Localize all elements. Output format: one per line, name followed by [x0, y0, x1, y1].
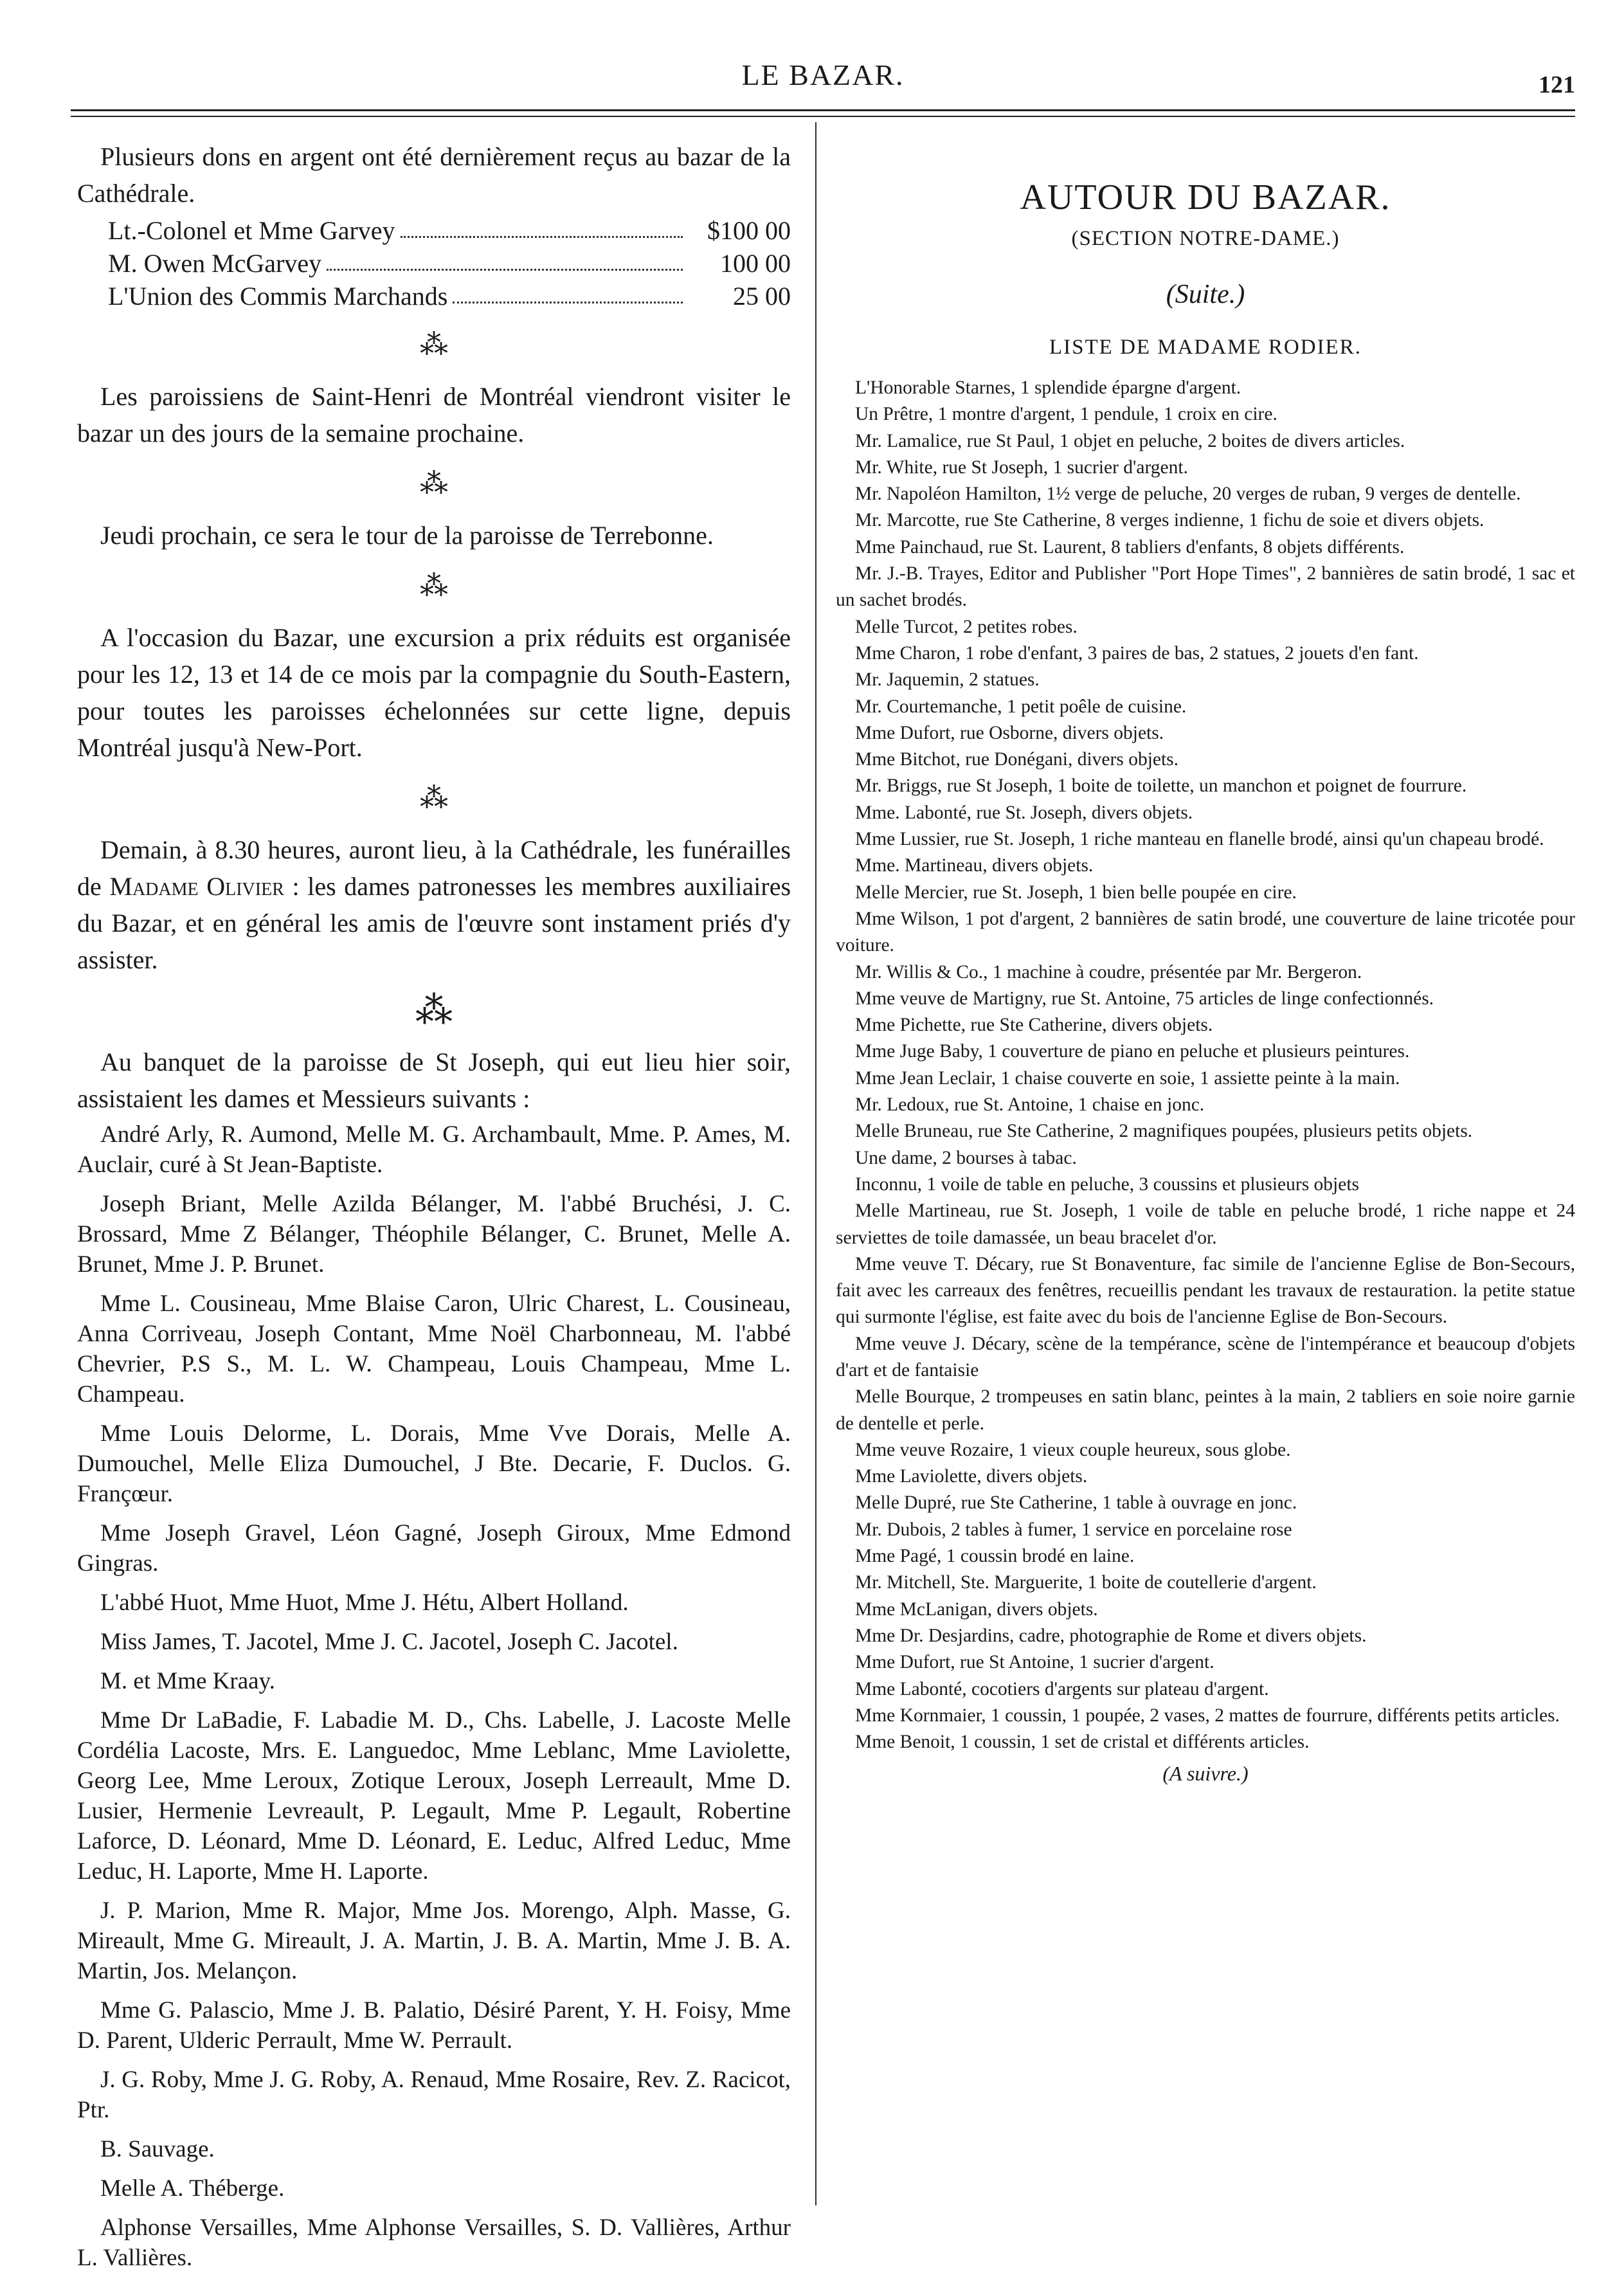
column-divider — [815, 122, 817, 2205]
donor-entry: Mme McLanigan, divers objets. — [855, 1598, 1098, 1620]
donor-entry: Melle Mercier, rue St. Joseph, 1 bien belle poupée en cire. — [855, 882, 1297, 903]
donor-entry: Mme. Martineau, divers objets. — [855, 855, 1094, 876]
donor-entry: Mme Jean Leclair, 1 chaise couverte en soie, 1 assiette peinte à la main. — [855, 1067, 1400, 1089]
donation-row — [77, 214, 791, 247]
donation-list — [77, 214, 791, 312]
header-rule-top — [71, 109, 1575, 111]
attendee-paragraph: J. G. Roby, Mme J. G. Roby, A. Renaud, Mme Rosaire, Rev. Z. Racicot, Ptr. — [77, 2067, 791, 2123]
terrebonne-paragraph: Jeudi prochain, ce sera le tour de la paroisse de Terrebonne. — [100, 521, 714, 550]
donor-entry: Mr. Willis & Co., 1 machine à coudre, présentée par Mr. Bergeron. — [855, 961, 1362, 983]
donor-entry: Mme. Labonté, rue St. Joseph, divers objets. — [855, 802, 1193, 823]
donor-entry: Mr. Marcotte, rue Ste Catherine, 8 verges indienne, 1 fichu de soie et divers objets. — [855, 510, 1484, 531]
donor-entry: Une dame, 2 bourses à tabac. — [855, 1147, 1077, 1168]
donor-entry: Mme Dufort, rue St Antoine, 1 sucrier d'argent. — [855, 1652, 1214, 1673]
asterism-separator: ⁂ — [415, 990, 453, 1031]
donor-entry: Mr. White, rue St Joseph, 1 sucrier d'argent. — [855, 457, 1188, 478]
leader-dots — [401, 214, 683, 238]
donation-amount: 25 00 — [733, 282, 791, 311]
attendee-list — [77, 1119, 791, 2273]
donor-entry: Mme Painchaud, rue St. Laurent, 8 tabliers d'enfants, 8 objets différents. — [855, 536, 1405, 557]
funeral-paragraph — [77, 831, 791, 978]
donor-entry: L'Honorable Starnes, 1 splendide épargne d'argent. — [855, 377, 1241, 398]
donation-amount: $100 00 — [707, 216, 791, 245]
asterism-separator: ⁂ — [420, 329, 448, 361]
donor-entry: Mme Pichette, rue Ste Catherine, divers objets. — [855, 1015, 1213, 1036]
leader-dots — [327, 247, 683, 271]
excursion-paragraph: A l'occasion du Bazar, une excursion a prix réduits est organisée pour les 12, 13 et 14 de ce mois par la compagnie du South-Eastern, pour toutes les paroisses échelonnées sur cette ligne, depuis Montréal jusqu'à New-Port. — [77, 623, 791, 762]
attendee-paragraph: Mme Dr LaBadie, F. Labadie M. D., Chs. Labelle, J. Lacoste Melle Cordélia Lacoste, Mrs. E. Languedoc, Mme Leblanc, Mme Laviolette, Georg Lee, Mme Leroux, Zotique Leroux, Joseph Lerreault, Mme D. Lusier, Hermenie Levreault, P. Legault, Mme P. Legault, Robertine Laforce, D. Léonard, Mme D. Léonard, E. Leduc, Alfred Leduc, Mme Leduc, H. Laporte, Mme H. Laporte. — [77, 1707, 791, 1885]
donor-entry: Mme Benoit, 1 coussin, 1 set de cristal et différents articles. — [855, 1732, 1310, 1753]
right-column — [836, 138, 1575, 1786]
to-be-continued: (A suivre.) — [1162, 1762, 1249, 1786]
donor-entry: Melle Martineau, rue St. Joseph, 1 voile de table en peluche brodé, 1 riche nappe et 24 serviettes de toile damassée, un beau bracelet d'or. — [836, 1200, 1575, 1248]
donor-entry: Melle Bourque, 2 trompeuses en satin blanc, peintes à la main, 2 tabliers en soie noire garnie de dentelle et perle. — [836, 1386, 1575, 1434]
running-title: LE BAZAR. — [741, 59, 905, 91]
donation-name: M. Owen McGarvey — [108, 249, 322, 278]
donor-list — [836, 375, 1575, 1755]
attendee-paragraph: Alphonse Versailles, Mme Alphonse Versailles, S. D. Vallières, Arthur L. Vallières. — [77, 2214, 791, 2271]
donor-entry: Mme Wilson, 1 pot d'argent, 2 bannières de satin brodé, une couverture de laine tricotée pour voiture. — [836, 908, 1575, 956]
donor-entry: Mr. Dubois, 2 tables à fumer, 1 service en porcelaine rose — [855, 1519, 1292, 1540]
donation-row — [77, 247, 791, 280]
donor-entry: Mr. Briggs, rue St Joseph, 1 boite de toilette, un manchon et poignet de fourrure. — [855, 775, 1467, 797]
donor-entry: Melle Dupré, rue Ste Catherine, 1 table à ouvrage en jonc. — [855, 1492, 1297, 1514]
article-title: AUTOUR DU BAZAR. — [1020, 177, 1391, 217]
attendee-paragraph: Mme Joseph Gravel, Léon Gagné, Joseph Giroux, Mme Edmond Gingras. — [77, 1520, 791, 1577]
donor-entry: Mme Laviolette, divers objets. — [855, 1466, 1088, 1487]
page-number: 121 — [1538, 71, 1575, 98]
header-rule-bottom — [71, 116, 1575, 117]
donor-entry: Mme veuve de Martigny, rue St. Antoine, 75 articles de linge confectionnés. — [855, 988, 1434, 1009]
donor-entry: Mme Juge Baby, 1 couverture de piano en peluche et plusieurs peintures. — [855, 1041, 1410, 1062]
donor-entry: Melle Bruneau, rue Ste Catherine, 2 magnifiques poupées, plusieurs petits objets. — [855, 1121, 1473, 1142]
donor-entry: Mme veuve Rozaire, 1 vieux couple heureux, sous globe. — [855, 1439, 1291, 1460]
donor-entry: Mr. J.-B. Trayes, Editor and Publisher "Port Hope Times", 2 bannières de satin brodé, 1 sac et un sachet brodés. — [836, 563, 1575, 611]
donor-entry: Mme Kornmaier, 1 coussin, 1 poupée, 2 vases, 2 mattes de fourrure, différents petits articles. — [855, 1705, 1560, 1726]
donation-name: L'Union des Commis Marchands — [108, 282, 448, 311]
page-header — [71, 39, 1575, 96]
attendee-paragraph: Mme G. Palascio, Mme J. B. Palatio, Désiré Parent, Y. H. Foisy, Mme D. Parent, Ulderic Perrault, Mme W. Perrault. — [77, 1997, 791, 2054]
attendee-paragraph: M. et Mme Kraay. — [100, 1668, 275, 1694]
donor-entry: Mme Bitchot, rue Donégani, divers objets. — [855, 749, 1179, 770]
donor-entry: Mr. Ledoux, rue St. Antoine, 1 chaise en jonc. — [855, 1094, 1205, 1116]
attendee-paragraph: Miss James, T. Jacotel, Mme J. C. Jacotel, Joseph C. Jacotel. — [100, 1629, 678, 1655]
attendee-paragraph: Mme L. Cousineau, Mme Blaise Caron, Ulric Charest, L. Cousineau, Anna Corriveau, Joseph Contant, Mme Noël Charbonneau, M. l'abbé Chevrier, P.S S., M. L. W. Champeau, Louis Champeau, Mme L. Champeau. — [77, 1290, 791, 1408]
donor-entry: Mr. Mitchell, Ste. Marguerite, 1 boite de coutellerie d'argent. — [855, 1572, 1317, 1593]
funeral-text-start: Demain, à 8.30 heures, auront lieu, à la Cathédrale, les funérailles de — [77, 835, 791, 901]
list-title: LISTE DE MADAME RODIER. — [1049, 336, 1362, 359]
donor-entry: Mme veuve T. Décary, rue St Bonaventure, fac simile de l'ancienne Eglise de Bon-Secours, fait avec les carreaux des fenêtres, recueillis pendant les travaux de restauration. la petite statue qui surmonte l'église, est faite avec du bois de l'ancienne Eglise de Bon-Secours. — [836, 1253, 1575, 1328]
section-subtitle: (SECTION NOTRE-DAME.) — [1071, 227, 1340, 250]
donor-entry: Mme veuve J. Décary, scène de la tempérance, scène de l'intempérance et beaucoup d'objets d'art et de fantaisie — [836, 1333, 1575, 1381]
donation-amount: 100 00 — [720, 249, 791, 278]
donor-entry: Melle Turcot, 2 petites robes. — [855, 616, 1078, 637]
asterism-separator: ⁂ — [420, 783, 448, 814]
donor-entry: Mme Charon, 1 robe d'enfant, 3 paires de bas, 2 statues, 2 jouets d'en fant. — [855, 642, 1419, 664]
attendee-paragraph: Melle A. Théberge. — [100, 2175, 285, 2202]
attendee-paragraph: B. Sauvage. — [100, 2136, 215, 2162]
donor-entry: Mme Dufort, rue Osborne, divers objets. — [855, 722, 1164, 743]
donor-entry: Un Prêtre, 1 montre d'argent, 1 pendule, 1 croix en cire. — [855, 404, 1277, 425]
donation-name: Lt.-Colonel et Mme Garvey — [108, 216, 395, 245]
donor-entry: Inconnu, 1 voile de table en peluche, 3 coussins et plusieurs objets — [855, 1173, 1360, 1195]
donation-row — [77, 280, 791, 312]
saint-henri-paragraph: Les paroissiens de Saint-Henri de Montréal viendront visiter le bazar un des jours de la semaine prochaine. — [77, 382, 791, 448]
attendee-paragraph: J. P. Marion, Mme R. Major, Mme Jos. Morengo, Alph. Masse, G. Mireault, Mme G. Mireault, J. A. Martin, J. B. A. Martin, Mme J. B. A. Martin, Jos. Melançon. — [77, 1897, 791, 1984]
funeral-text-end: : les dames patronesses les membres auxiliaires du Bazar, et en général les amis de l'œuvre sont instament priés d'y assister. — [77, 872, 791, 974]
funeral-name: Madame Olivier — [109, 872, 284, 901]
attendee-paragraph: André Arly, R. Aumond, Melle M. G. Archambault, Mme. P. Ames, M. Auclair, curé à St Jean-Baptiste. — [77, 1121, 791, 1178]
donor-entry: Mme Lussier, rue St. Joseph, 1 riche manteau en flanelle brodé, ainsi qu'un chapeau brodé. — [855, 829, 1544, 850]
donor-entry: Mme Dr. Desjardins, cadre, photographie de Rome et divers objets. — [855, 1625, 1367, 1646]
leader-dots — [453, 280, 683, 303]
donor-entry: Mme Pagé, 1 coussin brodé en laine. — [855, 1546, 1135, 1567]
attendee-paragraph: L'abbé Huot, Mme Huot, Mme J. Hétu, Albert Holland. — [100, 1589, 629, 1616]
asterism-separator: ⁂ — [420, 570, 448, 602]
donor-entry: Mr. Napoléon Hamilton, 1½ verge de peluche, 20 verges de ruban, 9 verges de dentelle. — [855, 484, 1521, 505]
suite-label: (Suite.) — [1166, 280, 1245, 309]
attendee-paragraph: Mme Louis Delorme, L. Dorais, Mme Vve Dorais, Melle A. Dumouchel, Melle Eliza Dumouchel, J Bte. Decarie, F. Duclos. G. Françœur. — [77, 1420, 791, 1507]
donor-entry: Mr. Lamalice, rue St Paul, 1 objet en peluche, 2 boites de divers articles. — [855, 430, 1405, 451]
donations-intro: Plusieurs dons en argent ont été dernièrement reçus au bazar de la Cathédrale. — [77, 142, 791, 208]
attendee-paragraph: Joseph Briant, Melle Azilda Bélanger, M. l'abbé Bruchési, J. C. Brossard, Mme Z Bélanger, Théophile Bélanger, C. Brunet, Melle A. Brunet, Mme J. P. Brunet. — [77, 1191, 791, 1278]
donor-entry: Mme Labonté, cocotiers d'argents sur plateau d'argent. — [855, 1678, 1269, 1699]
donor-entry: Mr. Jaquemin, 2 statues. — [855, 669, 1040, 691]
asterism-separator: ⁂ — [420, 468, 448, 500]
banquet-intro: Au banquet de la paroisse de St Joseph, qui eut lieu hier soir, assistaient les dames et Messieurs suivants : — [77, 1047, 791, 1113]
left-column — [77, 138, 791, 2282]
donor-entry: Mr. Courtemanche, 1 petit poêle de cuisine. — [855, 696, 1187, 717]
